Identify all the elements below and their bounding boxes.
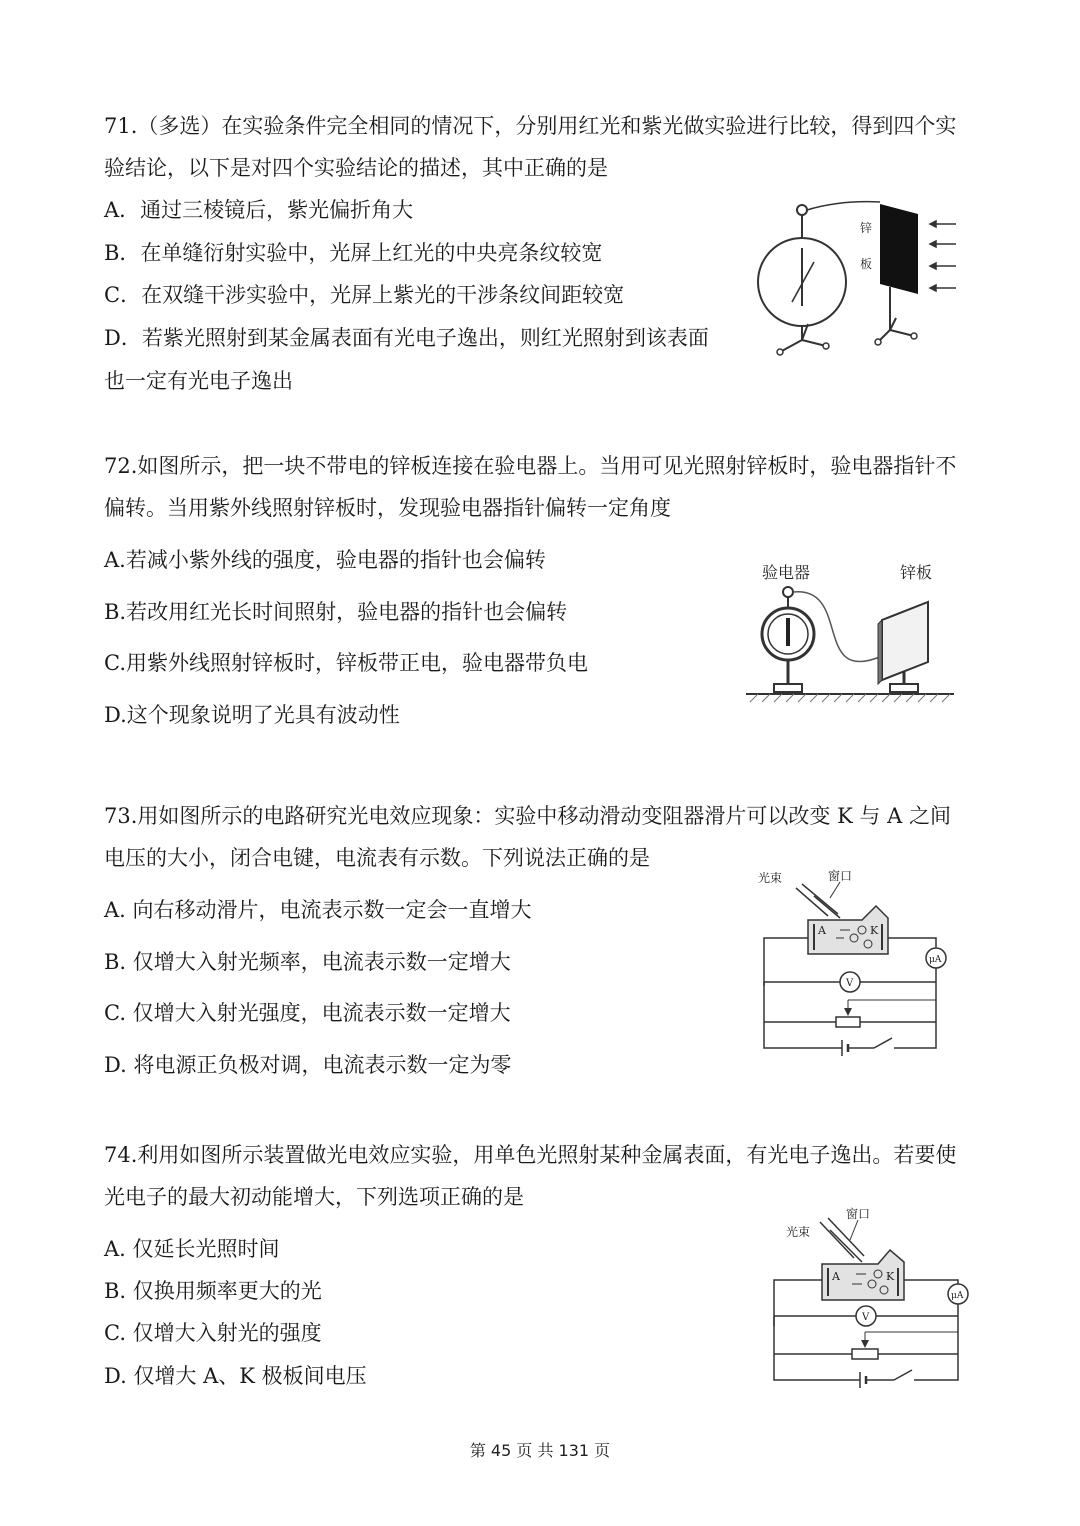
q71-option-d-line1: D．若紫光照射到某金属表面有光电子逸出，则红光照射到该表面: [104, 326, 709, 350]
q74-figure-photoelectric-circuit: [768, 1204, 973, 1399]
q71-figure-electroscope-zinc-plate: [750, 190, 970, 365]
q74-label-cathode: K: [886, 1270, 895, 1283]
q73-label-voltmeter: V: [846, 978, 854, 989]
q73-option-a: A. 向右移动滑片，电流表示数一定会一直增大: [104, 898, 532, 922]
q72-option-a: A.若减小紫外线的强度，验电器的指针也会偏转: [104, 548, 546, 572]
q74-option-a: A. 仅延长光照时间: [104, 1237, 280, 1261]
page-number-footer: 第 45 页 共 131 页: [469, 1441, 611, 1460]
q71-stem-line1: 71.（多选）在实验条件完全相同的情况下，分别用红光和紫光做实验进行比较，得到四个实: [104, 114, 957, 138]
q72-option-c: C.用紫外线照射锌板时，锌板带正电，验电器带负电: [104, 651, 588, 675]
q71-stem-line2: 验结论，以下是对四个实验结论的描述，其中正确的是: [104, 156, 608, 180]
q72-option-d: D.这个现象说明了光具有波动性: [104, 703, 400, 727]
q71-option-b: B．在单缝衍射实验中，光屏上红光的中央亮条纹较宽: [104, 241, 603, 265]
q74-option-c: C. 仅增大入射光的强度: [104, 1321, 322, 1345]
q74-label-anode: A: [832, 1270, 840, 1283]
q74-option-d: D. 仅增大 A、K 极板间电压: [104, 1364, 367, 1388]
q74-label-beam: 光束: [786, 1225, 811, 1239]
q74-option-b: B. 仅换用频率更大的光: [104, 1279, 322, 1303]
q73-label-beam: 光束: [758, 871, 783, 885]
q73-stem-line1: 73.用如图所示的电路研究光电效应现象：实验中移动滑动变阻器滑片可以改变 K 与 A 之间: [104, 804, 951, 828]
q72-label-electroscope: 验电器: [762, 563, 811, 582]
q71-label-plate: 板: [860, 257, 873, 271]
q71-option-c: C．在双缝干涉实验中，光屏上紫光的干涉条纹间距较宽: [104, 283, 625, 307]
q73-label-window: 窗口: [828, 869, 853, 883]
q71-option-a: A．通过三棱镜后，紫光偏折角大: [104, 198, 414, 222]
q72-stem-line2: 偏转。当用紫外线照射锌板时，发现验电器指针偏转一定角度: [104, 496, 671, 520]
q73-option-d: D. 将电源正负极对调，电流表示数一定为零: [104, 1053, 512, 1077]
q72-stem-line1: 72.如图所示，把一块不带电的锌板连接在验电器上。当用可见光照射锌板时，验电器指针不: [104, 454, 957, 478]
q74-stem-line2: 光电子的最大初动能增大，下列选项正确的是: [104, 1185, 524, 1209]
q74-label-ammeter: μA: [951, 1291, 964, 1301]
q74-stem-line1: 74.利用如图所示装置做光电效应实验，用单色光照射某种金属表面，有光电子逸出。若要使: [104, 1143, 957, 1167]
q73-option-c: C. 仅增大入射光强度，电流表示数一定增大: [104, 1001, 511, 1025]
q73-label-anode: A: [818, 924, 826, 937]
q73-figure-photoelectric-circuit: [758, 866, 958, 1061]
q72-label-zinc-plate: 锌板: [900, 563, 933, 582]
q74-label-window: 窗口: [846, 1207, 871, 1221]
q71-label-zinc: 锌: [860, 221, 873, 235]
q71-option-d-line2: 也一定有光电子逸出: [104, 369, 293, 393]
q73-label-ammeter: μA: [929, 955, 942, 965]
q72-figure-electroscope-zinc-plate: [742, 556, 962, 716]
q73-stem-line2: 电压的大小，闭合电键，电流表有示数。下列说法正确的是: [104, 846, 650, 870]
q73-option-b: B. 仅增大入射光频率，电流表示数一定增大: [104, 950, 511, 974]
q73-label-cathode: K: [870, 924, 879, 937]
q72-option-b: B.若改用红光长时间照射，验电器的指针也会偏转: [104, 600, 568, 624]
q74-label-voltmeter: V: [862, 1312, 870, 1323]
